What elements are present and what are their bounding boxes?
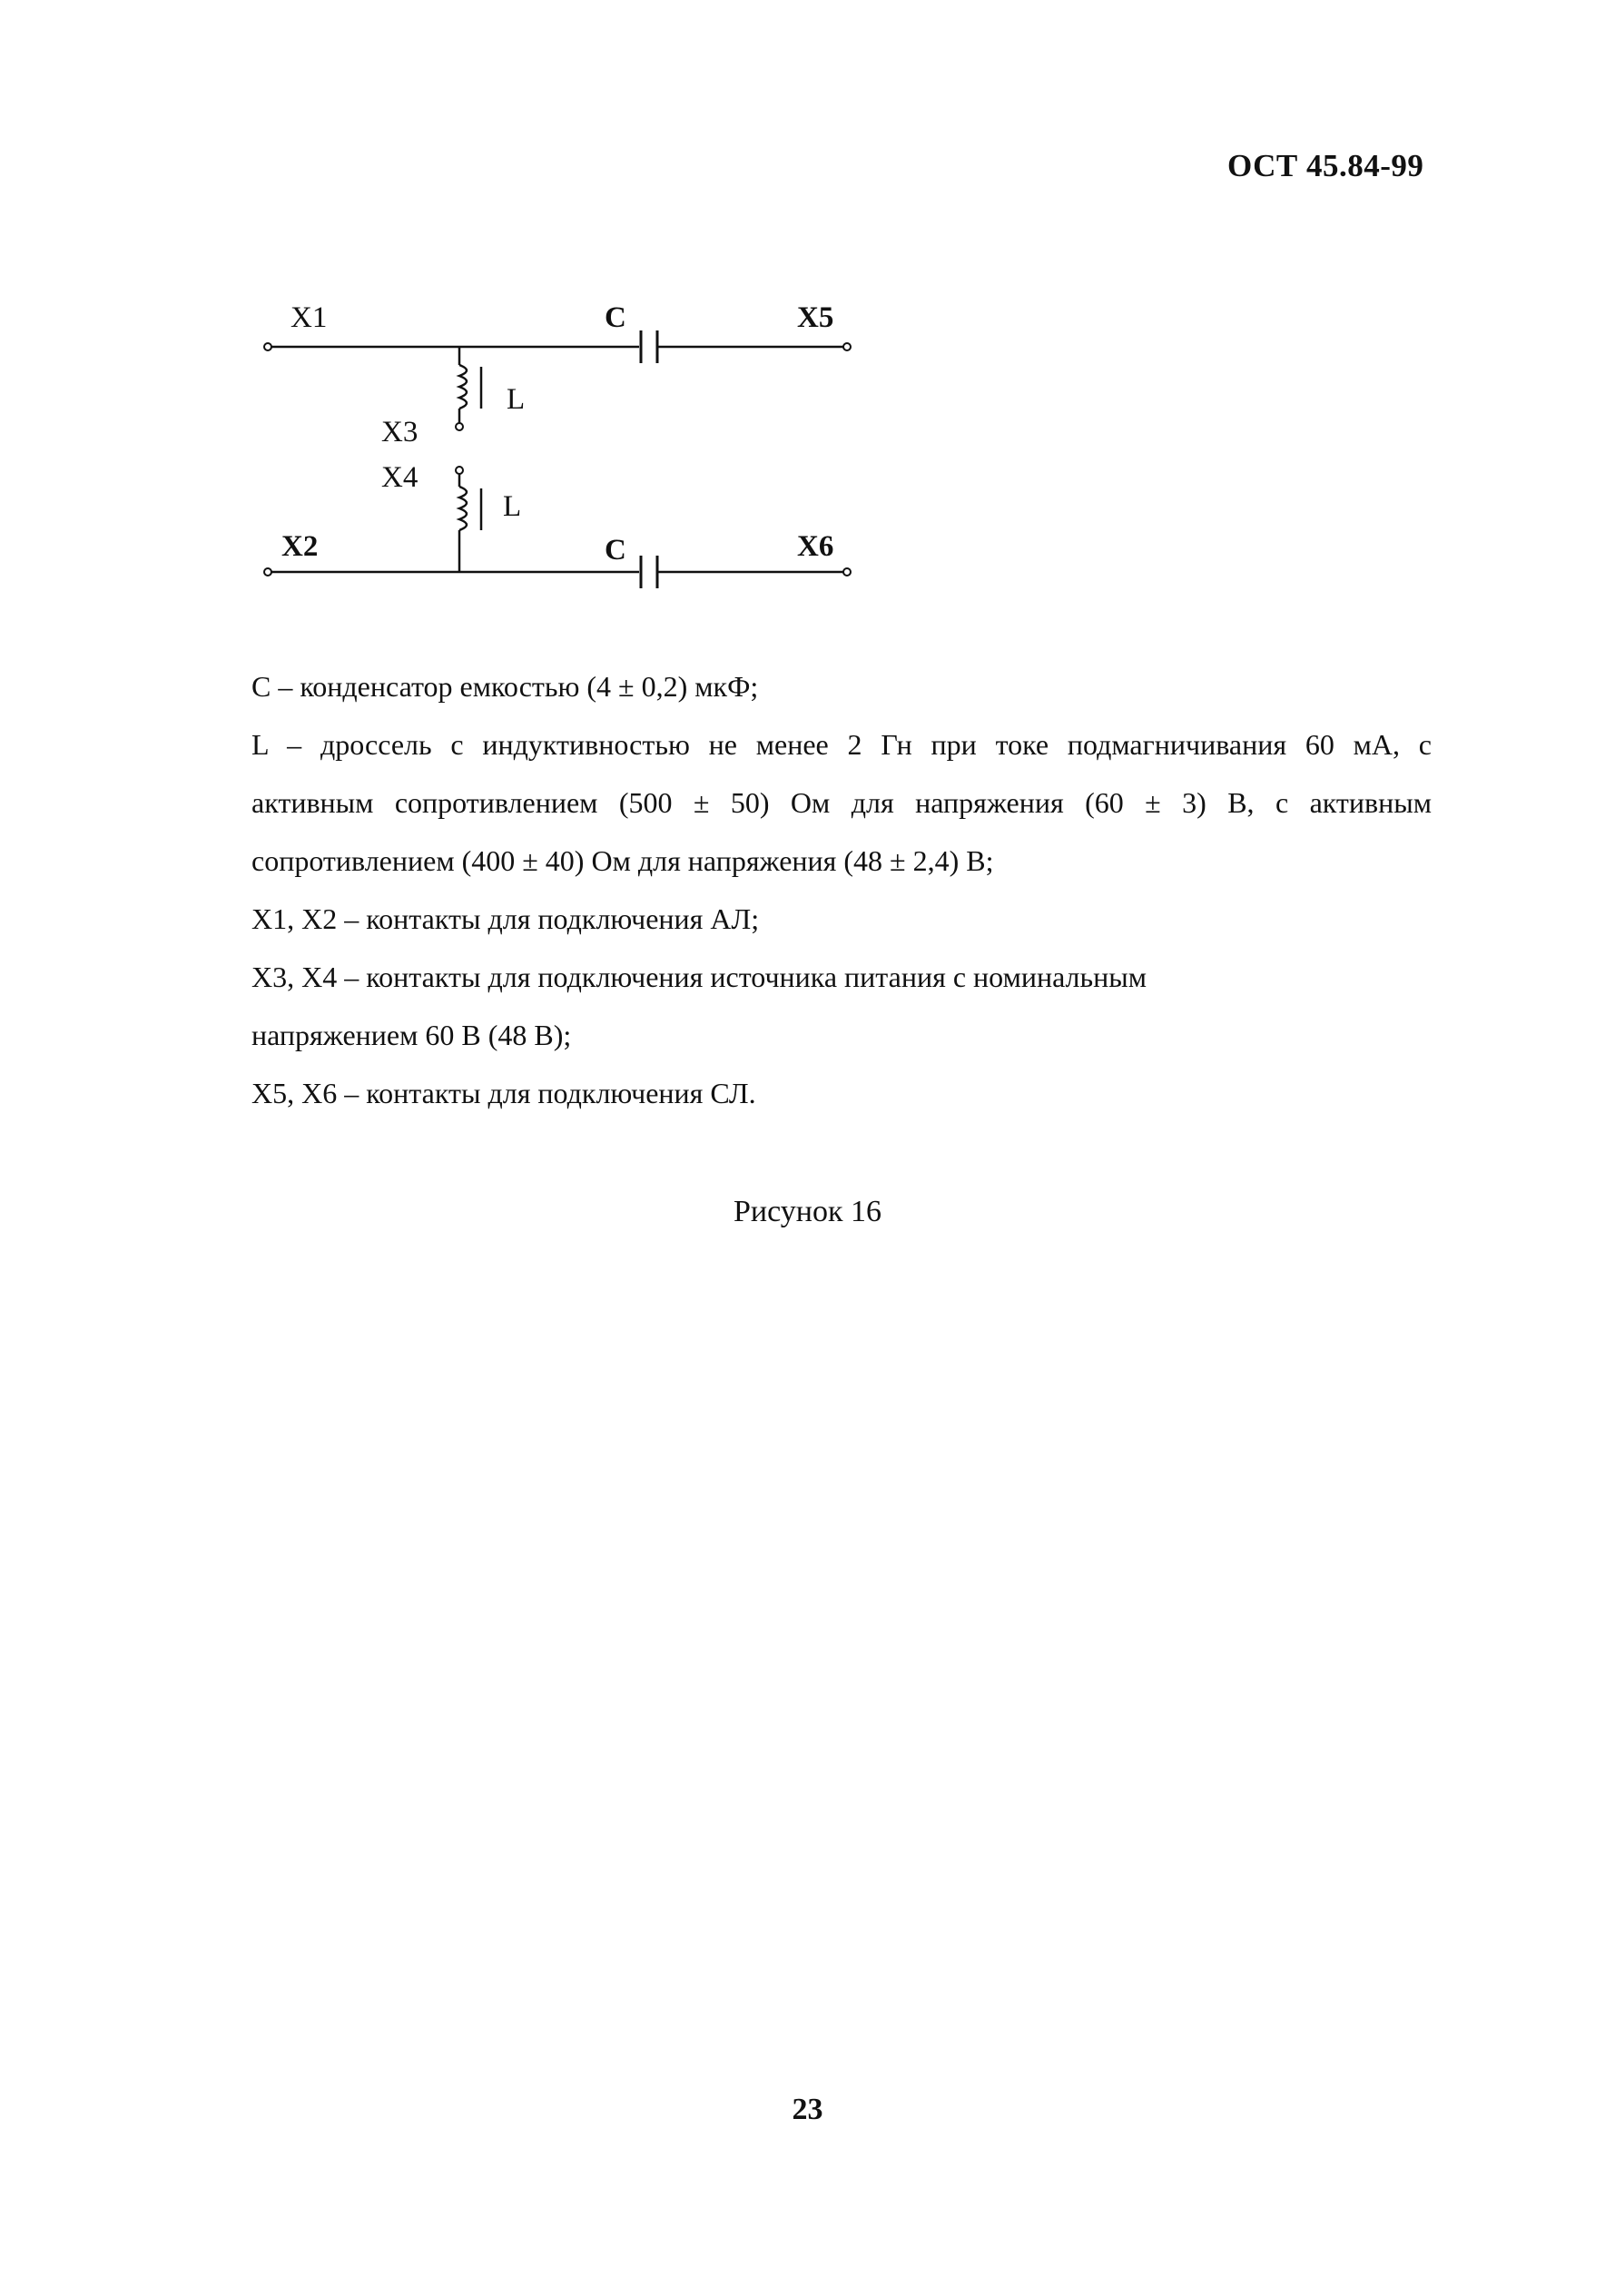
- label-x5: X5: [797, 301, 834, 334]
- legend-capacitor: С – конденсатор емкостью (4 ± 0,2) мкФ;: [251, 670, 759, 703]
- label-x6: X6: [797, 530, 834, 563]
- document-code: ОСТ 45.84-99: [1227, 148, 1424, 183]
- legend-x5-x6: X5, X6 – контакты для подключения СЛ.: [251, 1077, 756, 1109]
- legend-inductor-line-1: L – дроссель с индуктивностью не менее 2 Гн при токе подмагничивания 60 мА, с: [251, 728, 1432, 761]
- legend-x1-x2: X1, X2 – контакты для подключения АЛ;: [251, 902, 760, 935]
- figure-legend: [251, 657, 1432, 1122]
- terminal-x6: [843, 568, 851, 576]
- legend-x3-x4-line-1: X3, X4 – контакты для подключения источника питания с номинальным: [251, 961, 1147, 993]
- legend-x3-x4-line-2: напряжением 60 В (48 В);: [251, 1019, 572, 1051]
- figure-caption: Рисунок 16: [734, 1195, 881, 1228]
- inductor-top-coil: [459, 365, 467, 409]
- label-l-top: L: [507, 383, 526, 416]
- terminal-x4: [456, 467, 463, 474]
- label-l-bottom: L: [503, 490, 522, 523]
- terminal-x1: [264, 343, 271, 350]
- page-number: 23: [792, 2093, 823, 2126]
- label-x2: X2: [281, 530, 319, 563]
- label-x3: X3: [381, 416, 419, 448]
- label-x1: X1: [291, 301, 328, 334]
- label-x4: X4: [381, 461, 419, 494]
- circuit-diagram: [254, 291, 872, 617]
- terminal-x2: [264, 568, 271, 576]
- terminal-x3: [456, 423, 463, 430]
- legend-inductor-line-3: сопротивлением (400 ± 40) Ом для напряжения (48 ± 2,4) В;: [251, 844, 994, 877]
- legend-inductor-line-2: активным сопротивлением (500 ± 50) Ом для напряжения (60 ± 3) В, с активным: [251, 786, 1432, 819]
- terminal-x5: [843, 343, 851, 350]
- label-c-top: C: [605, 301, 626, 334]
- label-c-bottom: C: [605, 534, 626, 567]
- inductor-bottom-coil: [459, 487, 467, 530]
